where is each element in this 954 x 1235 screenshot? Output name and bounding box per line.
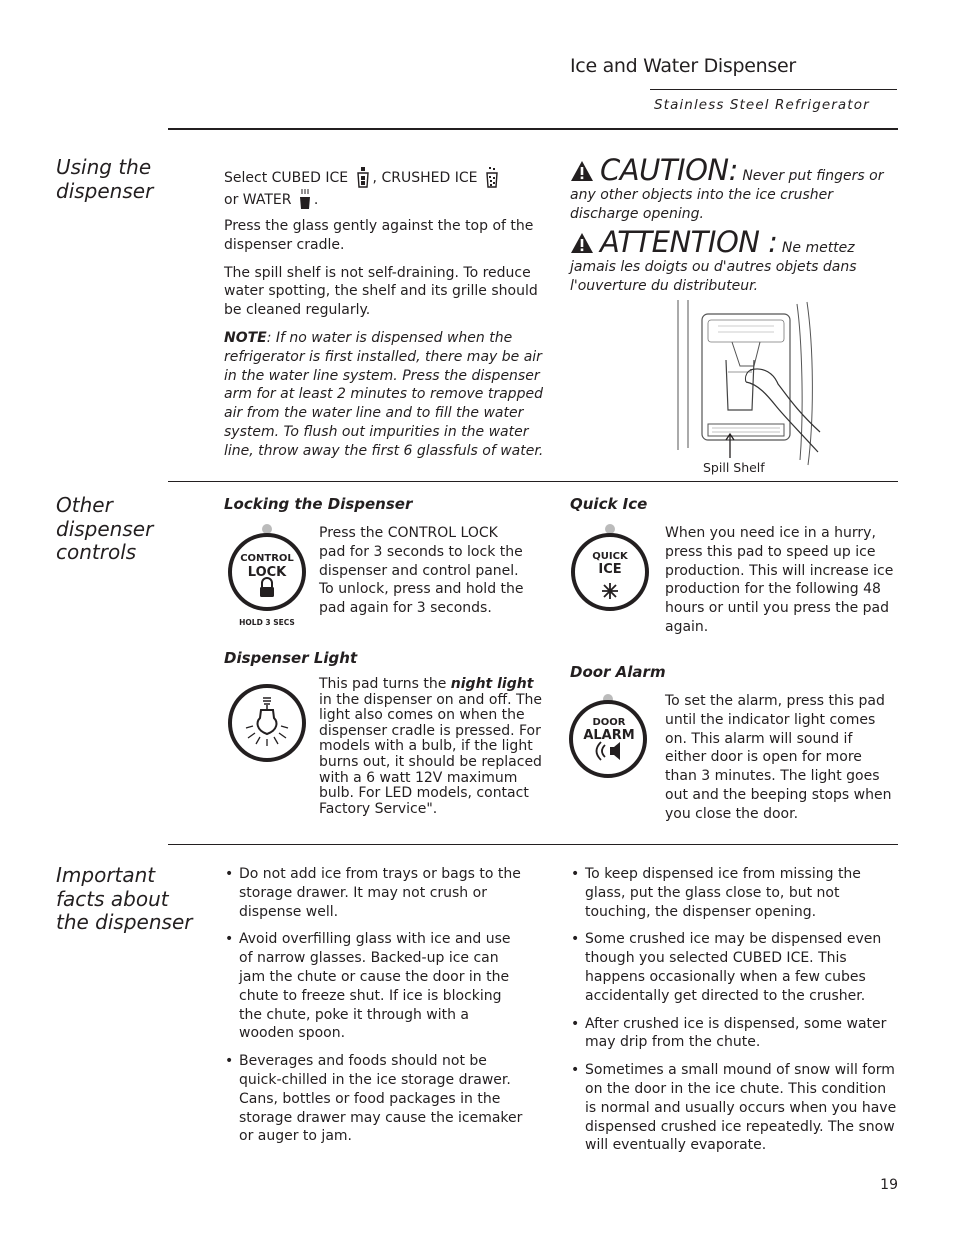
door-alarm-pad-line1: DOOR: [592, 717, 626, 728]
list-item: [224, 1052, 524, 1146]
select-end-period: .: [313, 192, 319, 208]
list-item-text: Beverages and foods should not be quick-chilled in the ice storage drawer. Cans, bottles or food packages in the storage drawer may cause the icemaker or auger to jam.: [239, 1053, 523, 1145]
using-para-spill: The spill shelf is not self-draining. To reduce water spotting, the shelf and its grille should be cleaned regularly.: [224, 264, 538, 319]
bullet: •: [225, 1053, 234, 1070]
speaker-icon: [597, 742, 621, 760]
warning-triangle-icon: [570, 232, 594, 254]
facts-left-list: [224, 865, 524, 1155]
snowflake-icon: [602, 583, 618, 599]
quick-ice-text: When you need ice in a hurry, press this pad to speed up ice production. This will increase ice production for the following 48 hours or until you press the pad again.: [665, 525, 894, 635]
light-bulb-pad-icon: [224, 680, 310, 766]
section-title-controls: Other dispenser controls: [56, 493, 154, 564]
caution-word: CAUTION:: [600, 153, 738, 187]
list-item-text: After crushed ice is dispensed, some water may drip from the chute.: [585, 1015, 887, 1051]
cubed-ice-icon: [356, 166, 370, 188]
locking-text: Press the CONTROL LOCK pad for 3 seconds to lock the dispenser and control panel. To unlock, press and hold the pad again for 3 seconds.: [319, 525, 524, 617]
attention-word: ATTENTION :: [600, 225, 778, 259]
quick-ice-heading: Quick Ice: [570, 495, 648, 513]
section-divider: [168, 481, 898, 482]
dispenser-light-heading: Dispenser Light: [224, 649, 358, 667]
select-water-text: or WATER: [224, 192, 292, 208]
list-item: [570, 930, 900, 1005]
section-divider: [168, 128, 898, 130]
bullet: •: [571, 866, 580, 882]
list-item: [570, 865, 900, 921]
light-text-before: This pad turns the: [319, 676, 451, 692]
bullet: •: [571, 1015, 580, 1032]
list-item-text: To keep dispensed ice from missing the glass, put the glass close to, but not touching, the dispenser opening.: [585, 866, 861, 920]
door-alarm-pad-icon: [565, 692, 651, 778]
list-item-text: Avoid overfilling glass with ice and use of narrow glasses. Backed-up ice can jam the chute or cause the door in the chute to freeze shut. If ice is blocking the chute, poke it through with a wooden spoon.: [239, 931, 511, 1042]
spill-shelf-label: Spill Shelf: [703, 460, 765, 475]
dispenser-illustration: [672, 300, 822, 470]
warning-triangle-icon: [570, 160, 594, 182]
header-rule: [650, 89, 897, 90]
control-lock-pad-line1: CONTROL: [240, 553, 294, 564]
facts-right-list: [570, 865, 900, 1164]
night-light-bold: night light: [450, 676, 534, 692]
bullet: •: [571, 931, 580, 948]
lock-icon: [260, 578, 274, 597]
door-alarm-text: To set the alarm, press this pad until the indicator light comes on. This alarm will sound if either door is open for more than 3 minutes. The light goes out and the beeping stops when you close the door.: [665, 693, 892, 822]
list-item: [570, 1015, 900, 1053]
door-alarm-heading: Door Alarm: [570, 663, 666, 681]
page-number: 19: [880, 1177, 898, 1193]
list-item: [570, 1061, 900, 1155]
quick-ice-pad-line1: QUICK: [592, 551, 628, 562]
control-lock-pad-line2: LOCK: [247, 565, 287, 580]
section-divider: [168, 844, 898, 845]
page-header-subtitle: Stainless Steel Refrigerator: [654, 97, 870, 113]
list-item: [224, 865, 524, 921]
quick-ice-pad-icon: [567, 522, 653, 614]
bullet: •: [225, 931, 234, 948]
list-item: [224, 930, 524, 1043]
using-column: [224, 166, 552, 470]
dispenser-light-text: [319, 677, 549, 817]
list-item-text: Do not add ice from trays or bags to the storage drawer. It may not crush or dispense well.: [239, 866, 521, 920]
attention-text: Ne mettez jamais les doigts ou d'autres objets dans l'ouverture du distributeur.: [570, 240, 857, 294]
using-note: [224, 329, 552, 461]
bullet: •: [571, 1062, 580, 1079]
section-title-facts: Important facts about the dispenser: [56, 863, 193, 934]
light-text-after: in the dispenser on and off. The light also comes on when the dispenser cradle is pressed. For models with a bulb, if the light burns out, it should be replaced with a 6 watt 12V maximum bulb. For LED models, contact Factory Service".: [319, 691, 543, 817]
light-bulb-icon: [246, 698, 288, 746]
crushed-ice-icon: [485, 166, 499, 188]
bullet: •: [225, 866, 234, 882]
using-para-press: Press the glass gently against the top of the dispenser cradle.: [224, 218, 534, 253]
quick-ice-pad-line2: ICE: [598, 562, 622, 577]
note-label: NOTE: [224, 329, 267, 346]
select-cubed-text: Select CUBED ICE: [224, 170, 349, 186]
page-header-title: Ice and Water Dispenser: [570, 55, 796, 77]
list-item-text: Some crushed ice may be dispensed even though you selected CUBED ICE. This happens occasionally when a few cubes accidentally get directed to the crusher.: [585, 931, 882, 1004]
caution-text: Never put fingers or any other objects into the ice crusher discharge opening.: [570, 168, 884, 222]
control-lock-pad-icon: [228, 522, 310, 632]
door-alarm-pad-line2: ALARM: [583, 728, 635, 743]
note-text: : If no water is dispensed when the refrigerator is first installed, there may be air in the water line system. Press the dispenser arm for at least 2 minutes to remove trapped air from the water line and to fill the water system. To flush out impurities in the water line, throw away the first 6 glassfuls of water.: [224, 329, 544, 459]
caution-block: [570, 153, 900, 296]
locking-heading: Locking the Dispenser: [224, 495, 413, 513]
list-item-text: Sometimes a small mound of snow will form on the door in the ice chute. This condition is normal and usually occurs when you have dispensed crushed ice repeatedly. The snow will eventually evaporate.: [585, 1062, 897, 1154]
section-title-using: Using the dispenser: [56, 155, 154, 203]
hold-3-secs-caption: HOLD 3 SECS: [239, 618, 295, 627]
water-icon: [299, 188, 311, 210]
select-crushed-text: , CRUSHED ICE: [372, 170, 478, 186]
